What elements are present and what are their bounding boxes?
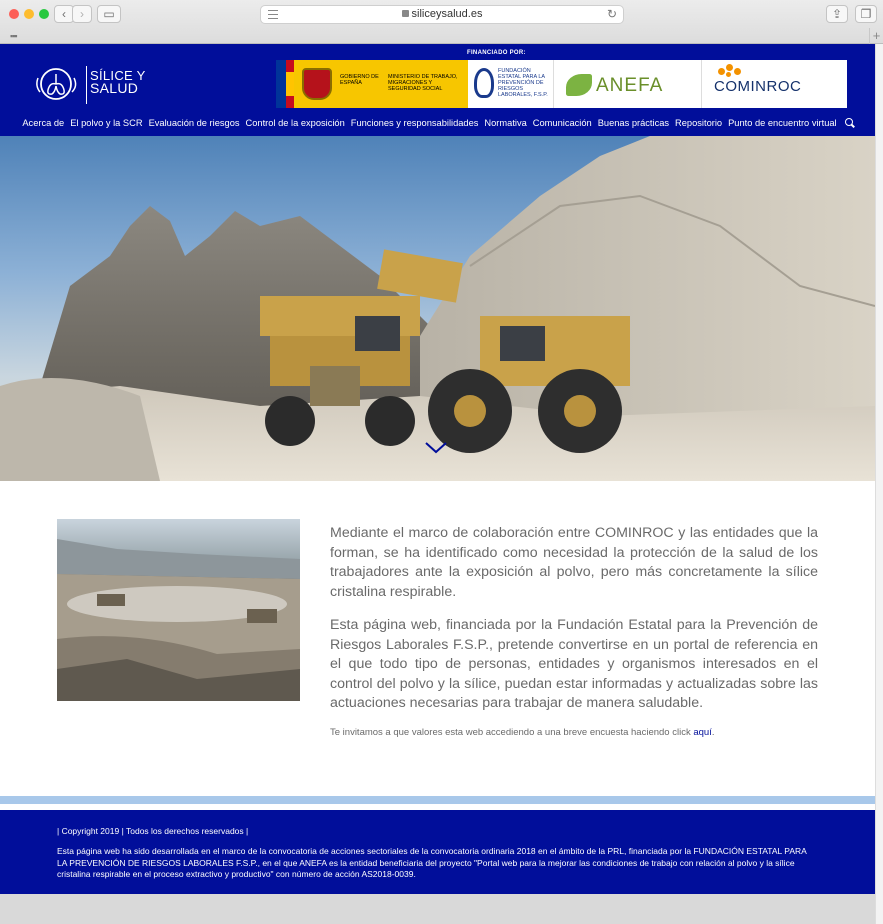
nav-item-normativa[interactable]: Normativa: [484, 118, 527, 128]
reload-icon[interactable]: ↻: [606, 7, 617, 21]
page-bottom-area: [0, 894, 875, 924]
gov-text: GOBIERNO DE ESPAÑA: [340, 74, 379, 86]
url-text: siliceysalud.es: [411, 8, 483, 20]
web-page: [0, 44, 875, 924]
nav-item-buenas-practicas[interactable]: Buenas prácticas: [597, 118, 670, 128]
sponsor-logos-bar: [276, 60, 847, 108]
top-sites-grid-icon[interactable]: ▪▪▪: [10, 31, 17, 41]
site-logo[interactable]: [34, 64, 154, 108]
scroll-down-chevron-icon[interactable]: [424, 441, 448, 455]
intro-paragraph-1: Mediante el marco de colaboración entre COMINROC y las entidades que la forman, se ha identificado como necesidad la protección de la salud de los trabajadores ante la exposición al polvo, pero más concretamente la sílice cristalina respirable.: [330, 525, 818, 600]
cominroc-text: COMINROC: [714, 78, 802, 95]
nav-item-evaluacion[interactable]: Evaluación de riesgos: [148, 118, 240, 128]
nav-item-control[interactable]: Control de la exposición: [245, 118, 345, 128]
site-header: [0, 44, 875, 136]
intro-paragraph-2: Esta página web, financiada por la Fundación Estatal para la Prevención de Riesgos Laborales F.S.P., pretende convertirse en un portal de referencia en el que todo tipo de personas, entidades y organismos interesados en el control del polvo y la sílice, puedan estar informadas y actualizadas sobre las actuaciones necesarias para trabajar de manera saludable.: [330, 617, 818, 711]
minimize-window-button[interactable]: [24, 9, 34, 19]
nav-item-funciones[interactable]: Funciones y responsabilidades: [350, 118, 479, 128]
survey-invitation: [330, 727, 714, 738]
cominroc-logo[interactable]: [702, 60, 847, 108]
site-footer: [0, 810, 875, 894]
footer-accent-stripe: [0, 796, 875, 804]
fundacion-text: FUNDACIÓN ESTATAL PARA LA PREVENCIÓN DE RIESGOS LABORALES, F.S.P.: [498, 68, 548, 98]
bookmarks-bar: [0, 28, 883, 44]
funded-by-label: FINANCIADO POR:: [467, 50, 526, 56]
nav-item-el-polvo[interactable]: El polvo y la SCR: [70, 118, 143, 128]
anefa-text: ANEFA: [596, 75, 664, 96]
quarry-trucks-photo: [57, 519, 300, 701]
tabs-overview-icon[interactable]: ❐: [855, 5, 877, 23]
lungs-logo-icon: [34, 64, 82, 104]
ministry-text: MINISTERIO DE TRABAJO, MIGRACIONES Y SEGURIDAD SOCIAL: [388, 74, 458, 92]
scrollbar-track[interactable]: [875, 44, 883, 924]
share-icon[interactable]: ⇪: [826, 5, 848, 23]
fundacion-mark-icon: [474, 68, 494, 98]
anefa-logo[interactable]: [554, 60, 702, 108]
coat-of-arms-icon: [302, 68, 332, 100]
intro-text: [330, 524, 818, 728]
fundacion-prl-logo[interactable]: [468, 60, 554, 108]
survey-text: Te invitamos a que valores esta web accediendo a una breve encuesta haciendo click: [330, 727, 694, 738]
copyright-text: | Copyright 2019 | Todos los derechos reservados |: [57, 826, 249, 836]
survey-end: .: [711, 727, 715, 738]
nav-item-repositorio[interactable]: Repositorio: [675, 118, 723, 128]
lock-icon: [402, 10, 409, 17]
address-bar[interactable]: [260, 5, 624, 24]
nav-item-comunicacion[interactable]: Comunicación: [532, 118, 592, 128]
hero-quarry-image: [0, 136, 875, 481]
sidebar-toggle-icon[interactable]: ▭: [97, 5, 121, 23]
logo-text-line1: SÍLICE Y: [90, 68, 146, 83]
logo-text-line2: SALUD: [90, 80, 139, 96]
footer-description: Esta página web ha sido desarrollada en el marco de la convocatoria de acciones sectoriales de la convocatoria ordinaria 2018 en el ámbito de la PRL, financiada por la FUNDACIÓN ESTATAL PARA LA PREVENCIÓN DE RIESGOS LABORALES F.S.P., en el que ANEFA es la entidad beneficiaria del proyecto "Portal web para la mejorar las condiciones de trabajo con relación al polvo y la sílice cristalina respirable en el proceso extractivo y productivo" con número de acción AS2018-0039.: [57, 846, 807, 879]
new-tab-plus-icon[interactable]: +: [869, 28, 883, 44]
close-window-button[interactable]: [9, 9, 19, 19]
nav-item-acerca-de[interactable]: Acerca de: [22, 118, 65, 128]
main-navigation: [0, 117, 875, 131]
forward-button[interactable]: ›: [72, 5, 92, 23]
anefa-leaf-icon: [566, 74, 592, 96]
quarry-scene-illustration: [0, 136, 875, 481]
survey-link[interactable]: aquí: [693, 727, 712, 738]
fullscreen-window-button[interactable]: [39, 9, 49, 19]
search-icon[interactable]: [844, 117, 856, 129]
quarry-dust-photo-illustration: [57, 519, 300, 701]
gobierno-espana-logo[interactable]: [276, 60, 468, 108]
browser-toolbar: [0, 0, 883, 44]
nav-item-punto-encuentro[interactable]: Punto de encuentro virtual: [728, 118, 837, 128]
back-button[interactable]: ‹: [54, 5, 74, 23]
